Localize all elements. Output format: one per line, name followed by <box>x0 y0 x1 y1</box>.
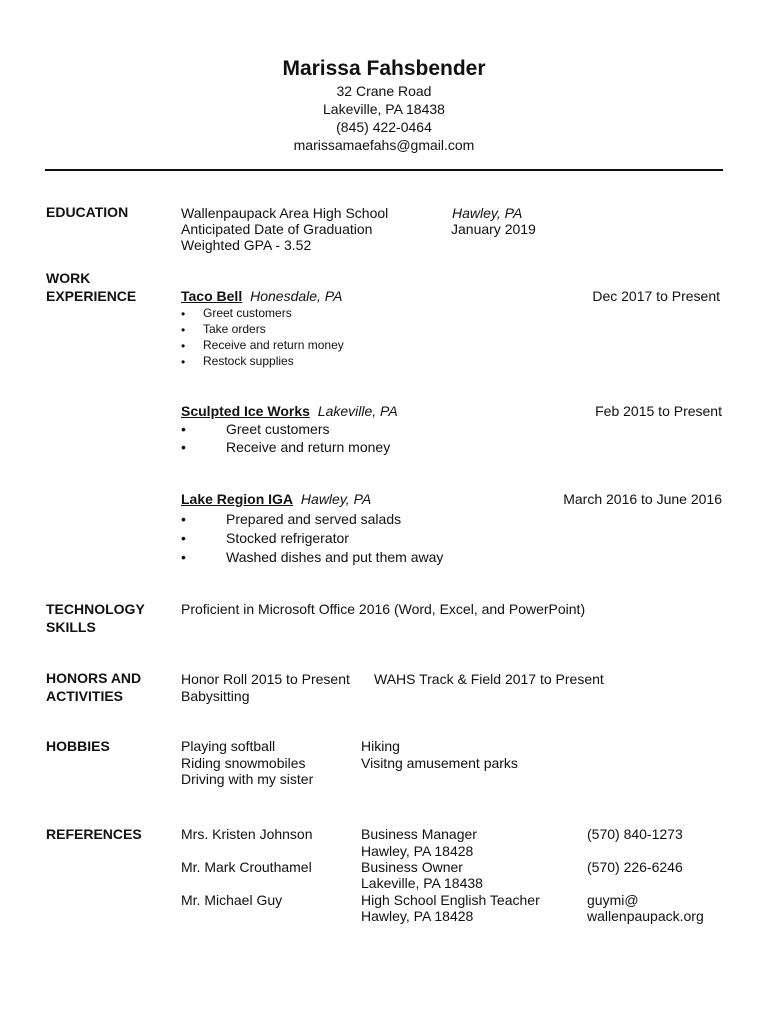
job-duty: Take orders <box>203 322 266 336</box>
job-header <box>181 288 342 305</box>
bullet-icon: • <box>181 307 186 321</box>
honor-item: Babysitting <box>181 688 250 704</box>
job-duty: Stocked refrigerator <box>226 530 349 546</box>
job-duty: Greet customers <box>226 421 330 437</box>
bullet-icon: • <box>181 355 186 369</box>
reference-contact: guymi@ <box>587 892 639 908</box>
bullet-icon: • <box>181 530 186 546</box>
honors-heading-line1: HONORS AND <box>46 670 142 686</box>
school-name: Wallenpaupack Area High School <box>181 205 389 221</box>
honors-heading-line2: ACTIVITIES <box>46 688 124 704</box>
reference-title: Business Manager <box>361 826 477 842</box>
job-duty: Prepared and served salads <box>226 511 402 527</box>
reference-contact: wallenpaupack.org <box>587 908 704 924</box>
reference-location: Hawley, PA 18428 <box>361 843 474 859</box>
reference-location: Hawley, PA 18428 <box>361 908 474 924</box>
reference-contact: (570) 840-1273 <box>587 826 683 842</box>
candidate-name: Marissa Fahsbender <box>282 57 486 80</box>
technology-skills-text: Proficient in Microsoft Office 2016 (Word, Excel, and PowerPoint) <box>181 601 586 617</box>
job-duty: Restock supplies <box>203 354 294 368</box>
references-heading: REFERENCES <box>46 826 142 842</box>
bullet-icon: • <box>181 511 186 527</box>
reference-contact: (570) 226-6246 <box>587 859 683 875</box>
employer-location: Lakeville, PA <box>317 403 398 419</box>
reference-name: Mrs. Kristen Johnson <box>181 826 313 842</box>
reference-name: Mr. Mark Crouthamel <box>181 859 312 875</box>
graduation-label: Anticipated Date of Graduation <box>181 221 373 237</box>
hobby-item: Riding snowmobiles <box>181 755 306 771</box>
employer-location: Hawley, PA <box>300 491 372 507</box>
education-heading: EDUCATION <box>46 204 129 220</box>
reference-title: High School English Teacher <box>361 892 540 908</box>
job-dates: Feb 2015 to Present <box>595 403 722 419</box>
technology-heading-line2: SKILLS <box>46 619 96 635</box>
job-duty: Greet customers <box>203 306 292 320</box>
header-divider <box>45 169 723 171</box>
employer-location: Honesdale, PA <box>250 288 343 304</box>
employer-name: Taco Bell <box>181 288 243 304</box>
honor-item: Honor Roll 2015 to Present <box>181 671 350 687</box>
honor-item: WAHS Track & Field 2017 to Present <box>374 671 604 687</box>
bullet-icon: • <box>181 339 186 353</box>
job-dates: Dec 2017 to Present <box>592 288 720 304</box>
job-duty: Receive and return money <box>203 338 344 352</box>
hobbies-heading: HOBBIES <box>46 738 110 754</box>
job-dates: March 2016 to June 2016 <box>563 491 722 507</box>
employer-name: Sculpted Ice Works <box>181 403 310 419</box>
technology-heading-line1: TECHNOLOGY <box>46 601 145 617</box>
employer-name: Lake Region IGA <box>181 491 294 507</box>
reference-title: Business Owner <box>361 859 463 875</box>
hobby-item: Hiking <box>361 738 400 754</box>
job-header <box>181 403 398 420</box>
job-duty: Receive and return money <box>226 439 391 455</box>
bullet-icon: • <box>181 549 186 565</box>
hobby-item: Playing softball <box>181 738 276 754</box>
bullet-icon: • <box>181 421 186 437</box>
street-address: 32 Crane Road <box>336 83 432 99</box>
work-heading-line1: WORK <box>46 270 91 286</box>
hobby-item: Visitng amusement parks <box>361 755 518 771</box>
city-state-zip: Lakeville, PA 18438 <box>323 101 445 117</box>
job-duty: Washed dishes and put them away <box>226 549 444 565</box>
gpa: Weighted GPA - 3.52 <box>181 237 312 253</box>
bullet-icon: • <box>181 323 186 337</box>
bullet-icon: • <box>181 439 186 455</box>
hobby-item: Driving with my sister <box>181 771 314 787</box>
graduation-date: January 2019 <box>451 221 536 237</box>
reference-location: Lakeville, PA 18438 <box>361 875 483 891</box>
phone-number: (845) 422-0464 <box>336 119 432 135</box>
email-address: marissamaefahs@gmail.com <box>293 137 475 153</box>
school-location: Hawley, PA <box>452 205 523 221</box>
reference-name: Mr. Michael Guy <box>181 892 283 908</box>
work-heading-line2: EXPERIENCE <box>46 288 137 304</box>
job-header <box>181 491 371 508</box>
